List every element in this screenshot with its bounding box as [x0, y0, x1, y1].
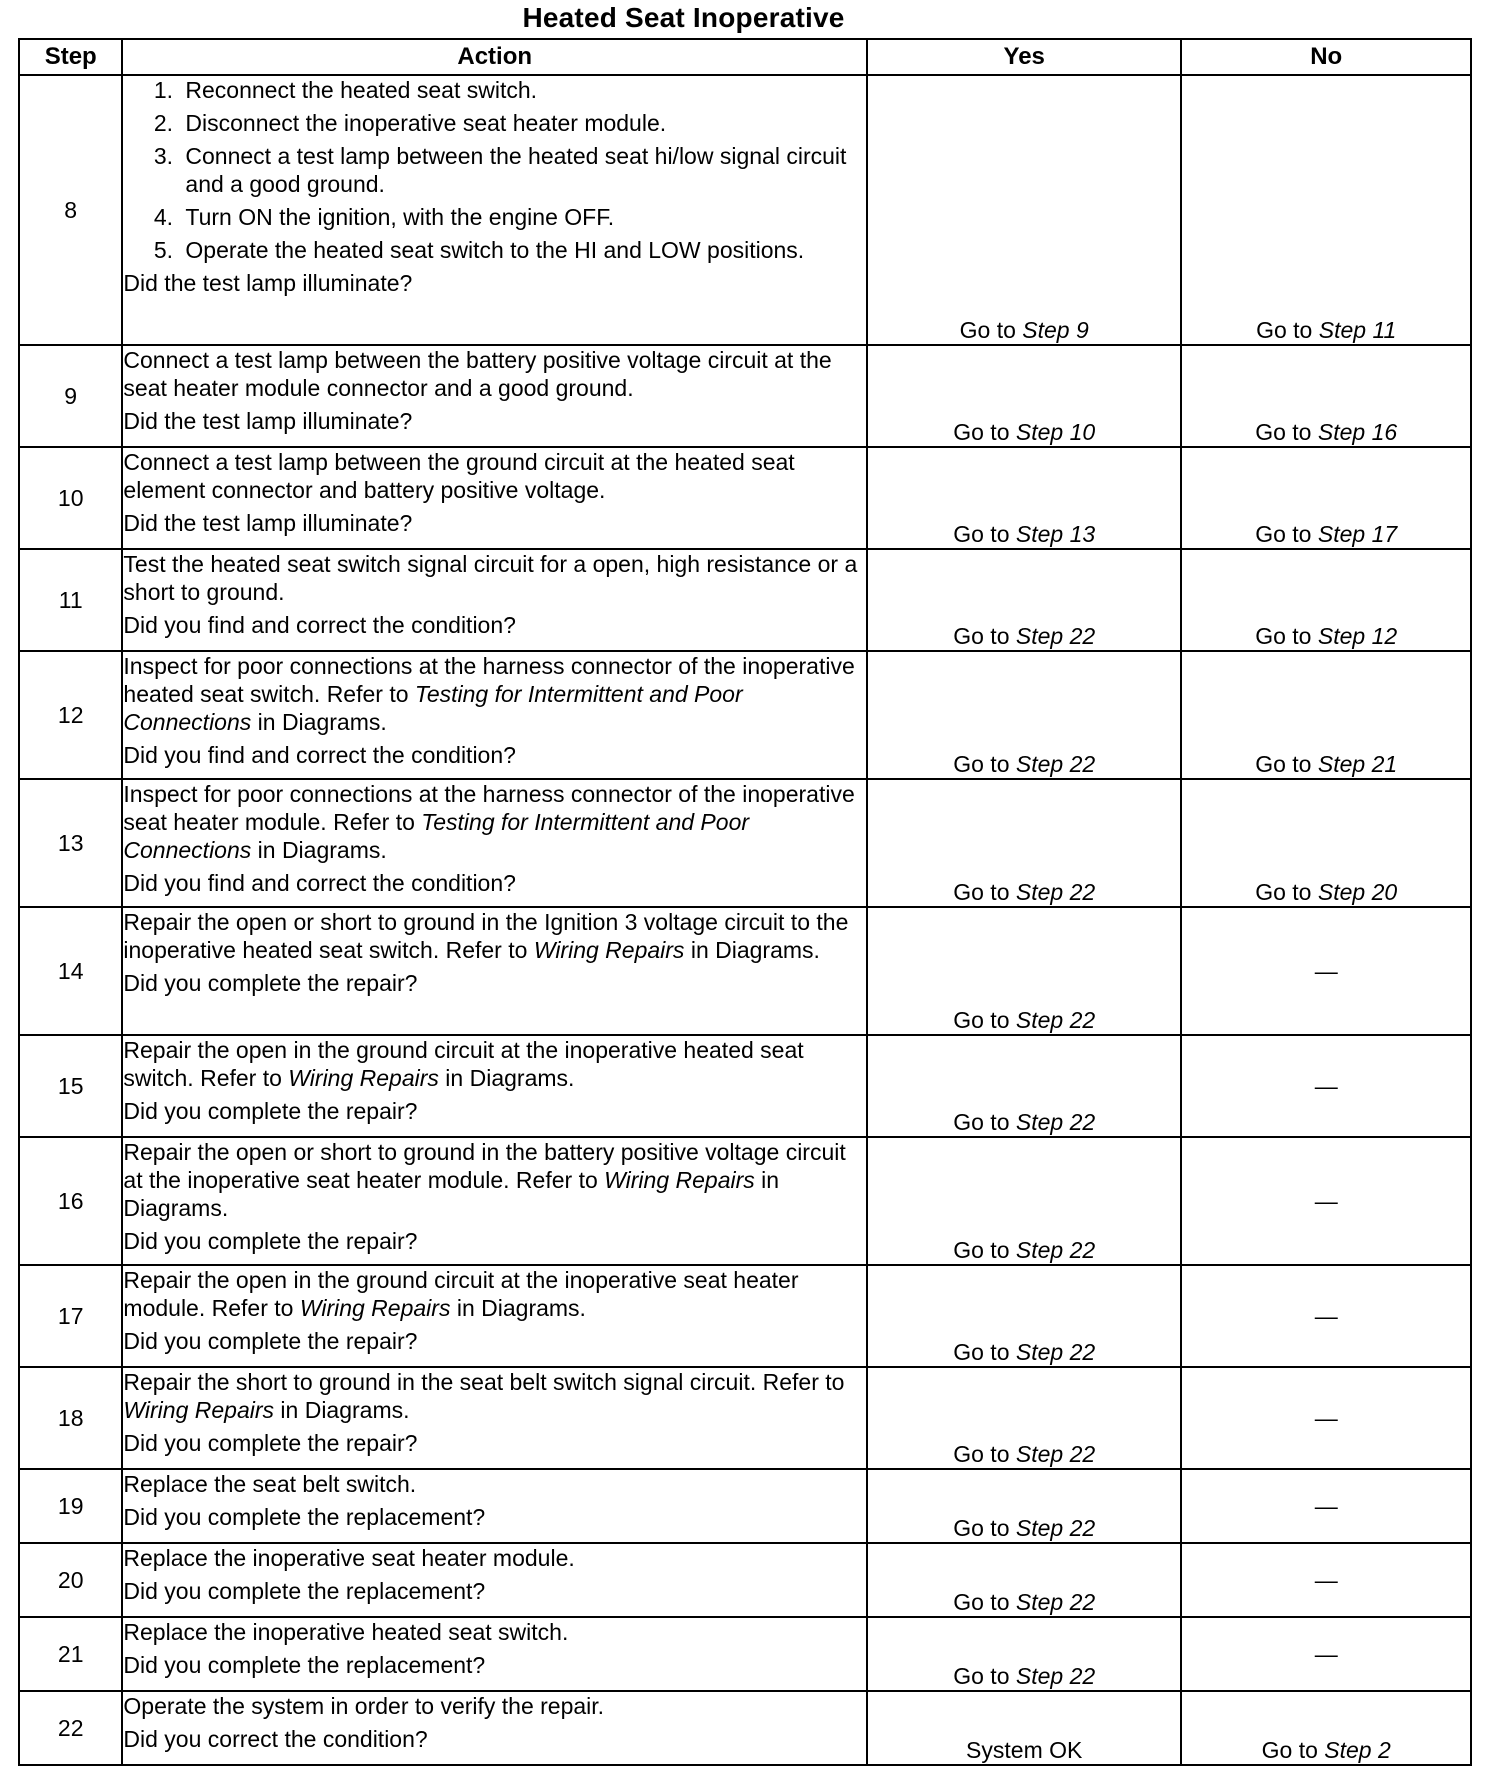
yes-cell — [867, 907, 1181, 1035]
yes-cell — [867, 651, 1181, 779]
action-text-post: in Diagrams. — [123, 1167, 780, 1221]
step-number: 18 — [19, 1367, 122, 1469]
no-cell: — — [1181, 1137, 1471, 1265]
action-question: Did you find and correct the condition? — [123, 742, 516, 768]
table-row — [19, 345, 1471, 447]
no-cell — [1181, 779, 1471, 907]
goto-prefix: Go to — [1256, 317, 1319, 343]
action-question: Did you find and correct the condition? — [123, 612, 516, 638]
no-cell — [1181, 75, 1471, 345]
action-text — [123, 1266, 866, 1322]
step-number: 11 — [19, 549, 122, 651]
step-reference: Step 21 — [1317, 751, 1398, 777]
step-reference: Step 22 — [1015, 1109, 1096, 1135]
table-row — [19, 447, 1471, 549]
document-reference: Testing for Intermittent and Poor Connections — [123, 681, 743, 735]
action-text — [123, 1368, 866, 1424]
action-cell — [122, 1367, 867, 1469]
goto-prefix: Go to — [953, 1441, 1016, 1467]
goto-prefix: Go to — [953, 1515, 1016, 1541]
step-reference: Step 22 — [1015, 1339, 1096, 1365]
table-row — [19, 1543, 1471, 1617]
action-text-pre: Repair the open or short to ground in the Ignition 3 voltage circuit to the inoperative heated seat switch. Refer to — [123, 909, 849, 963]
step-number: 13 — [19, 779, 122, 907]
yes-cell — [867, 75, 1181, 345]
step-reference: Step 2 — [1324, 1737, 1391, 1763]
action-text — [123, 908, 866, 964]
step-reference: Step 22 — [1015, 1515, 1096, 1541]
action-text — [123, 780, 866, 864]
action-question: Did the test lamp illuminate? — [123, 270, 413, 296]
action-question: Did you complete the repair? — [123, 1328, 418, 1354]
action-text: Test the heated seat switch signal circuit for a open, high resistance or a short to ground. — [123, 551, 858, 605]
yes-cell: System OK — [867, 1691, 1181, 1765]
table-row — [19, 1617, 1471, 1691]
action-cell — [122, 1035, 867, 1137]
goto-prefix: Go to — [959, 317, 1023, 343]
step-reference: Step 22 — [1015, 1441, 1096, 1467]
document-reference: Wiring Repairs — [604, 1167, 755, 1193]
action-text-post: in Diagrams. — [438, 1065, 575, 1091]
document-title: Heated Seat Inoperative — [522, 2, 845, 33]
goto-prefix: Go to — [1255, 521, 1318, 547]
action-cell — [122, 549, 867, 651]
no-cell — [1181, 1691, 1471, 1765]
action-text-post: in Diagrams. — [251, 709, 387, 735]
yes-cell — [867, 1543, 1181, 1617]
action-question: Did you complete the repair? — [123, 970, 418, 996]
document-reference: Testing for Intermittent and Poor Connections — [123, 809, 750, 863]
action-cell — [122, 779, 867, 907]
action-text-post: in Diagrams. — [274, 1397, 410, 1423]
yes-cell — [867, 1469, 1181, 1543]
action-question: Did you complete the repair? — [123, 1098, 418, 1124]
document-reference: Wiring Repairs — [123, 1397, 275, 1423]
action-text: Operate the system in order to verify the repair. — [123, 1693, 605, 1719]
goto-prefix: Go to — [1255, 419, 1318, 445]
step-reference: Step 22 — [1015, 1663, 1096, 1689]
goto-prefix: Go to — [1255, 623, 1318, 649]
yes-cell — [867, 1617, 1181, 1691]
header-no: No — [1181, 39, 1471, 75]
goto-prefix: Go to — [953, 1339, 1016, 1365]
action-text: Replace the inoperative seat heater module. — [123, 1545, 575, 1571]
table-header-row — [19, 39, 1471, 75]
action-cell — [122, 75, 867, 345]
action-question: Did the test lamp illuminate? — [123, 510, 413, 536]
step-number: 19 — [19, 1469, 122, 1543]
action-text: Connect a test lamp between the ground circuit at the heated seat element connector and battery positive voltage. — [123, 449, 795, 503]
action-cell — [122, 345, 867, 447]
no-cell — [1181, 447, 1471, 549]
action-cell — [122, 1543, 867, 1617]
step-reference: Step 22 — [1015, 1589, 1096, 1615]
header-yes: Yes — [867, 39, 1181, 75]
action-question: Did you find and correct the condition? — [123, 870, 516, 896]
yes-cell — [867, 549, 1181, 651]
goto-prefix: Go to — [1255, 751, 1318, 777]
goto-prefix: Go to — [953, 1663, 1016, 1689]
step-reference: Step 22 — [1015, 879, 1096, 905]
action-question: Did you complete the replacement? — [123, 1652, 486, 1678]
goto-prefix: Go to — [953, 1589, 1016, 1615]
step-reference: Step 16 — [1317, 419, 1398, 445]
step-number: 9 — [19, 345, 122, 447]
step-number: 17 — [19, 1265, 122, 1367]
action-text: Replace the seat belt switch. — [123, 1471, 417, 1497]
action-question: Did the test lamp illuminate? — [123, 408, 413, 434]
goto-prefix: Go to — [953, 1007, 1016, 1033]
action-question: Did you complete the repair? — [123, 1430, 418, 1456]
action-question: Did you complete the replacement? — [123, 1504, 486, 1530]
list-item: 1. Reconnect the heated seat switch. — [179, 76, 866, 104]
table-row — [19, 1265, 1471, 1367]
action-cell — [122, 907, 867, 1035]
action-cell — [122, 651, 867, 779]
action-cell — [122, 1265, 867, 1367]
goto-prefix: Go to — [953, 1237, 1016, 1263]
action-text: Replace the inoperative heated seat switch. — [123, 1619, 569, 1645]
no-cell: — — [1181, 907, 1471, 1035]
step-number: 8 — [19, 75, 122, 345]
diagnostic-table — [18, 38, 1472, 1766]
action-question: Did you complete the repair? — [123, 1228, 418, 1254]
table-row — [19, 779, 1471, 907]
goto-prefix: Go to — [953, 521, 1016, 547]
yes-cell — [867, 1265, 1181, 1367]
step-reference: Step 22 — [1015, 1237, 1096, 1263]
step-reference: Step 10 — [1015, 419, 1096, 445]
document-reference: Wiring Repairs — [533, 937, 685, 963]
header-step: Step — [19, 39, 122, 75]
step-number: 12 — [19, 651, 122, 779]
list-item: 3. Connect a test lamp between the heated seat hi/low signal circuit and a good ground. — [179, 142, 866, 198]
action-text — [123, 652, 866, 736]
step-number: 10 — [19, 447, 122, 549]
action-question: Did you correct the condition? — [123, 1726, 428, 1752]
step-reference: Step 22 — [1015, 623, 1096, 649]
step-number: 20 — [19, 1543, 122, 1617]
action-text-pre: Repair the short to ground in the seat belt switch signal circuit. Refer to — [123, 1369, 845, 1395]
header-action: Action — [122, 39, 867, 75]
step-reference: Step 12 — [1317, 623, 1398, 649]
yes-cell — [867, 1137, 1181, 1265]
no-cell: — — [1181, 1617, 1471, 1691]
table-row — [19, 75, 1471, 345]
no-cell — [1181, 549, 1471, 651]
table-row — [19, 1137, 1471, 1265]
goto-prefix: Go to — [953, 751, 1016, 777]
list-item: 5. Operate the heated seat switch to the HI and LOW positions. — [179, 236, 866, 264]
table-row — [19, 1367, 1471, 1469]
document-reference: Wiring Repairs — [299, 1295, 451, 1321]
action-text-pre: Repair the open in the ground circuit at the inoperative heated seat switch. Refer to — [123, 1037, 804, 1091]
goto-prefix: Go to — [1261, 1737, 1325, 1763]
action-cell — [122, 1617, 867, 1691]
table-row — [19, 907, 1471, 1035]
table-row — [19, 1035, 1471, 1137]
goto-prefix: Go to — [953, 1109, 1016, 1135]
action-text-pre: Repair the open or short to ground in the battery positive voltage circuit at the inoperative seat heater module. Refer to — [123, 1139, 846, 1193]
step-number: 22 — [19, 1691, 122, 1765]
action-cell — [122, 1469, 867, 1543]
instruction-list — [123, 76, 866, 264]
yes-cell — [867, 345, 1181, 447]
yes-cell — [867, 1367, 1181, 1469]
goto-prefix: Go to — [953, 879, 1016, 905]
table-row — [19, 549, 1471, 651]
step-reference: Step 11 — [1318, 317, 1397, 343]
yes-cell — [867, 1035, 1181, 1137]
action-text-post: in Diagrams. — [450, 1295, 586, 1321]
no-cell: — — [1181, 1469, 1471, 1543]
goto-prefix: Go to — [1255, 879, 1318, 905]
no-cell: — — [1181, 1367, 1471, 1469]
step-number: 15 — [19, 1035, 122, 1137]
action-text: Connect a test lamp between the battery positive voltage circuit at the seat heater module connector and a good ground. — [123, 347, 832, 401]
step-reference: Step 20 — [1317, 879, 1398, 905]
yes-cell — [867, 447, 1181, 549]
document-reference: Wiring Repairs — [288, 1065, 439, 1091]
table-row — [19, 1691, 1471, 1765]
step-number: 14 — [19, 907, 122, 1035]
action-cell — [122, 447, 867, 549]
action-cell — [122, 1137, 867, 1265]
action-text — [123, 1138, 866, 1222]
step-reference: Step 22 — [1015, 751, 1096, 777]
no-cell — [1181, 651, 1471, 779]
step-reference: Step 13 — [1015, 521, 1096, 547]
step-number: 16 — [19, 1137, 122, 1265]
action-text-pre: Repair the open in the ground circuit at the inoperative seat heater module. Refer to — [123, 1267, 799, 1321]
table-row — [19, 1469, 1471, 1543]
action-text-post: in Diagrams. — [684, 937, 820, 963]
step-reference: Step 9 — [1022, 317, 1089, 343]
action-text-pre: Inspect for poor connections at the harness connector of the inoperative heated seat switch. Refer to — [123, 653, 855, 707]
no-cell — [1181, 345, 1471, 447]
list-item: 4. Turn ON the ignition, with the engine OFF. — [179, 203, 866, 231]
goto-prefix: Go to — [953, 419, 1016, 445]
no-cell: — — [1181, 1035, 1471, 1137]
action-text-post: in Diagrams. — [251, 837, 387, 863]
step-reference: Step 22 — [1015, 1007, 1096, 1033]
action-cell — [122, 1691, 867, 1765]
yes-cell — [867, 779, 1181, 907]
step-number: 21 — [19, 1617, 122, 1691]
table-row — [19, 651, 1471, 779]
action-text — [123, 1036, 866, 1092]
goto-prefix: Go to — [953, 623, 1016, 649]
list-item: 2. Disconnect the inoperative seat heater module. — [179, 109, 866, 137]
no-cell: — — [1181, 1543, 1471, 1617]
no-cell: — — [1181, 1265, 1471, 1367]
action-text-pre: Inspect for poor connections at the harness connector of the inoperative seat heater module. Refer to — [123, 781, 855, 835]
step-reference: Step 17 — [1317, 521, 1398, 547]
action-question: Did you complete the replacement? — [123, 1578, 486, 1604]
